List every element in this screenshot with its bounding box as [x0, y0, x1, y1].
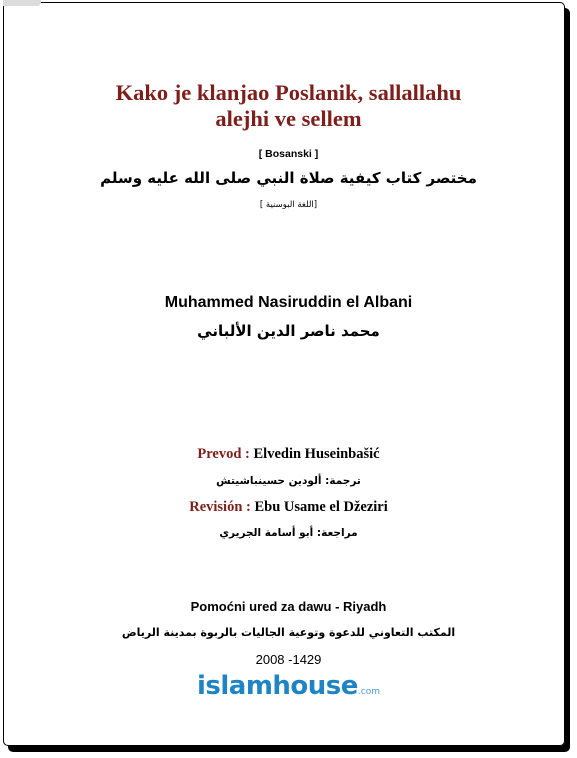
translator-credit	[0, 446, 577, 463]
logo-suffix: .com	[357, 687, 381, 697]
reviewer-credit	[0, 499, 577, 516]
logo-text: islamhouse	[196, 671, 358, 701]
translator-arabic: ترجمة: ألودين حسينباشيتش	[216, 475, 361, 487]
reviewer-arabic: مراجعة: أبو أسامة الجريري	[219, 527, 358, 539]
title-line-2: alejhi ve sellem	[215, 106, 362, 131]
title-line-1: Kako je klanjao Poslanik, sallallahu	[115, 80, 462, 105]
translator-label: Prevod :	[197, 446, 250, 462]
reviewer-label: Revisión :	[189, 499, 251, 515]
arabic-title: مختصر كتاب كيفية صلاة النبي صلى الله عليه وسلم	[100, 169, 477, 187]
corner-mark	[3, 0, 41, 6]
publisher-office-arabic: المكتب التعاوني للدعوة وتوعية الجاليات بالربوة بمدينة الرياض	[121, 626, 456, 639]
author-name: Muhammed Nasiruddin el Albani	[164, 294, 413, 311]
document-title	[0, 80, 577, 132]
author-name-arabic: محمد ناصر الدين الألباني	[197, 322, 380, 340]
translator-name: Elvedin Huseinbašić	[253, 446, 380, 462]
islamhouse-logo	[0, 671, 577, 701]
publication-year: 2008 -1429	[255, 652, 322, 667]
language-tag: [ Bosanski ]	[258, 148, 319, 160]
publisher-office: Pomoćni ured za dawu - Riyadh	[190, 599, 387, 614]
arabic-language-tag: [اللغة البوسنية ]	[259, 200, 318, 210]
reviewer-name: Ebu Usame el Džeziri	[254, 499, 388, 515]
